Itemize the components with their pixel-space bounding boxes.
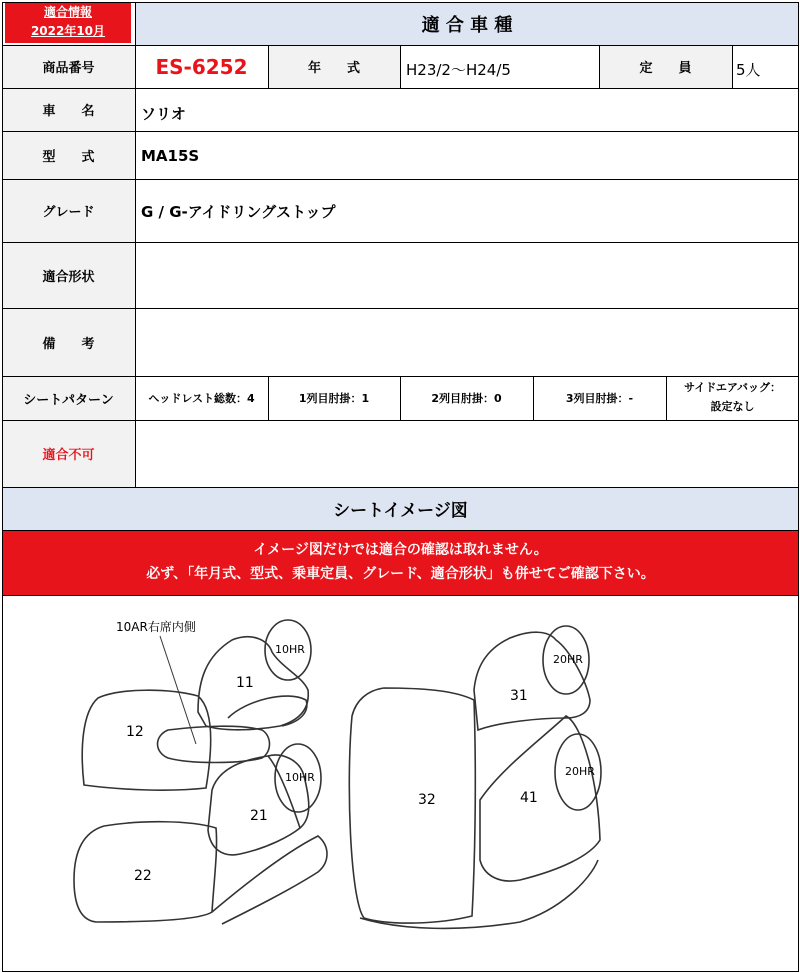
warning-line2: 必ず、「年月式、型式、乗車定員、グレード、適合形状」も併せてご確認下さい。 xyxy=(146,566,655,582)
row3-armrest: 3列目肘掛：- xyxy=(565,392,634,405)
warning-line1: イメージ図だけでは適合の確認は取れません。 xyxy=(253,542,548,558)
badge-line2: 2022年10月 xyxy=(30,24,106,38)
product-code: ES-6252 xyxy=(155,54,248,79)
car-name-label: 車 名 xyxy=(42,104,95,119)
car-name-value: ソリオ xyxy=(141,105,186,123)
shape-label: 適合形状 xyxy=(42,269,95,285)
side-airbag-line1: サイドエアバッグ： xyxy=(684,381,781,394)
badge-line1: 適合情報 xyxy=(43,5,92,19)
label-hr10a: 10HR xyxy=(275,643,305,656)
label-31: 31 xyxy=(510,688,528,704)
model-value: MA15S xyxy=(141,147,200,165)
label-32: 32 xyxy=(418,792,436,808)
label-hr10b: 10HR xyxy=(285,771,315,784)
label-12: 12 xyxy=(126,724,144,740)
label-21: 21 xyxy=(250,808,268,824)
unfit-label: 適合不可 xyxy=(42,448,95,463)
side-airbag-line2: 設定なし xyxy=(710,400,755,413)
label-11: 11 xyxy=(236,675,254,691)
page-title: 適 合 車 種 xyxy=(421,14,513,36)
model-label: 型 式 xyxy=(42,149,95,165)
year-value: H23/2〜H24/5 xyxy=(406,61,511,79)
row2-armrest: 2列目肘掛：0 xyxy=(431,392,502,405)
capacity-value: 5人 xyxy=(736,61,761,79)
page-frame xyxy=(2,2,799,972)
grade-value: G / G-アイドリングストップ xyxy=(141,203,336,221)
label-22: 22 xyxy=(134,868,152,884)
row1-armrest: 1列目肘掛：1 xyxy=(298,392,370,405)
product-code-label: 商品番号 xyxy=(42,61,95,76)
capacity-label: 定 員 xyxy=(639,61,692,76)
grade-label: グレード xyxy=(42,205,95,220)
notes-label: 備 考 xyxy=(42,336,95,352)
label-hr20b: 20HR xyxy=(565,765,595,778)
year-label: 年 式 xyxy=(307,61,360,76)
label-41: 41 xyxy=(520,790,538,806)
label-hr20a: 20HR xyxy=(553,653,583,666)
seat-pattern-label: シートパターン xyxy=(23,392,114,408)
headrest-count: ヘッドレスト総数：4 xyxy=(148,392,255,405)
callout-label: 10AR右席内側 xyxy=(116,620,196,634)
image-section-title: シートイメージ図 xyxy=(333,501,468,521)
